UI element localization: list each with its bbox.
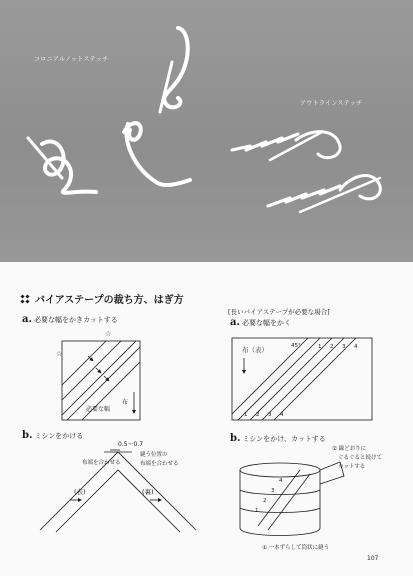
section-title-text: バイアステープの裁ち方、はぎ方 (35, 295, 184, 306)
left-b-letter: b. (22, 430, 33, 441)
front-side-label: (表) (74, 488, 86, 496)
num-top-2: 2 (330, 344, 334, 350)
tube-num-1: 1 (255, 508, 259, 514)
needed-width-label: 必要な幅 (86, 406, 111, 413)
page-number: 107 (367, 555, 379, 562)
align-edges-label: 布端を合わせる (82, 460, 121, 466)
num-top-1: 1 (318, 344, 322, 350)
right-b-text: ミシンをかけ、カットする (242, 435, 326, 443)
cut-note-2: ぐるぐると続けて (338, 455, 383, 461)
left-a-letter: a. (22, 314, 32, 325)
long-tape-note: [長いバイアステープが必要な場合] (228, 308, 330, 316)
star-mark-2: ☆ (105, 330, 112, 338)
seam-allowance-dim: 0.5〜0.7 (118, 441, 144, 448)
tube-num-4: 4 (279, 478, 283, 484)
num-top-3: 3 (342, 344, 346, 350)
num-top-4: 4 (354, 344, 358, 350)
num-bottom-4: 4 (280, 412, 284, 418)
angle-label: 45° (291, 343, 301, 349)
back-side-label: (裏) (142, 488, 154, 496)
cut-note-1: ② 線どおりに (332, 446, 367, 452)
sew-note: ① 一本ずらして筒状に縫う (262, 545, 330, 551)
outline-stitch-label: アウトラインステッチ (300, 100, 363, 107)
cloth-front-label: 布（表） (242, 346, 268, 354)
stitch-position-label-1: 縫う位置の (140, 452, 168, 458)
num-bottom-1: 1 (244, 412, 248, 418)
right-b-diagram (240, 462, 344, 536)
num-bottom-3: 3 (268, 412, 272, 418)
right-a-text: 必要な幅をかく (241, 319, 291, 327)
right-a-letter: a. (230, 317, 240, 328)
colonial-knot-label: コロニアルノットステッチ (34, 56, 109, 63)
stitch-position-label-2: 布端を合わせる (140, 461, 179, 467)
tube-num-2: 2 (263, 498, 267, 504)
star-mark-1: ☆ (56, 350, 63, 358)
left-b-text: ミシンをかける (34, 432, 84, 440)
num-bottom-2: 2 (256, 412, 260, 418)
cut-note-3: カットする (338, 464, 366, 470)
tube-num-3: 3 (271, 488, 275, 494)
right-b-letter: b. (230, 433, 241, 444)
left-a-text: 必要な幅をかきカットする (33, 316, 118, 324)
cloth-label: 布 (122, 399, 129, 406)
